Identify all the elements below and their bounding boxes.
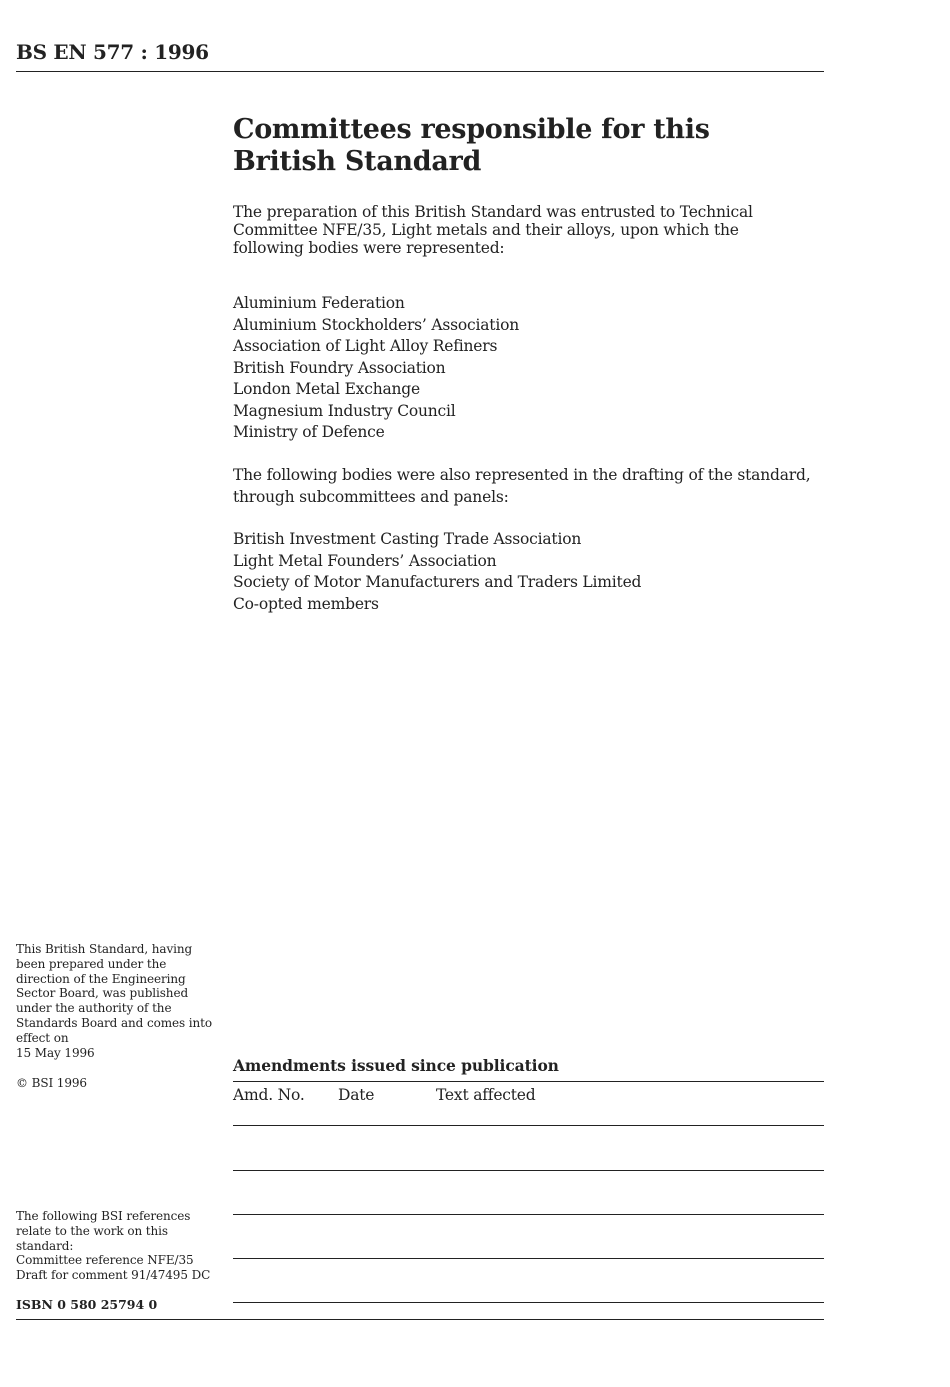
list-item: Aluminium Federation [233,294,405,312]
list-item: Co-opted members [233,594,379,613]
reference-line: Draft for comment 91/47495 DC [16,1268,211,1283]
document-code: BS EN 577 : 1996 [16,40,209,64]
amendments-title: Amendments issued since publication [233,1056,559,1075]
publication-date: 15 May 1996 [16,1045,95,1060]
list-item: Light Metal Founders’ Association [233,551,497,570]
amendment-row-rule [233,1214,824,1215]
column-header-date: Date [338,1086,375,1104]
represented-bodies-list [233,293,519,444]
publication-line: Standards Board and comes into [16,1015,212,1030]
list-item: Aluminium Stockholders’ Association [233,315,519,334]
reference-line: The following BSI references [16,1209,191,1223]
column-header-text-affected: Text affected [436,1086,536,1104]
intro-paragraph: The preparation of this British Standard was entrusted to Technical Committee NFE/35, Light metals and their alloys, upon which the following bodies were represented: [233,203,753,257]
list-item: Magnesium Industry Council [233,401,456,420]
title-line: Committees responsible for this [233,114,710,145]
reference-line: Committee reference NFE/35 [16,1253,194,1268]
subcommittee-bodies-list [233,529,641,615]
publication-line: direction of the Engineering [16,971,186,986]
amendment-row-rule [233,1125,824,1126]
publication-line: effect on [16,1030,69,1045]
header-rule [16,71,824,72]
publication-line: This British Standard, having [16,942,193,956]
amendment-row-rule [233,1258,824,1259]
page-title [233,114,793,178]
publication-line: been prepared under the [16,956,167,971]
list-item: Association of Light Alloy Refiners [233,337,498,355]
list-item: Ministry of Defence [233,423,385,441]
reference-line: relate to the work on this [16,1223,168,1238]
amendment-row-rule [233,1302,824,1303]
column-header-amd-no: Amd. No. [233,1086,305,1104]
publication-note [16,942,216,1060]
title-line: British Standard [233,146,482,177]
publication-line: Sector Board, was published [16,986,189,1001]
footer-rule [16,1319,824,1320]
list-item: London Metal Exchange [233,380,421,398]
list-item: British Foundry Association [233,358,446,377]
copyright-notice: © BSI 1996 [16,1076,87,1090]
list-item: British Investment Casting Trade Association [233,530,582,548]
isbn: ISBN 0 580 25794 0 [16,1297,158,1312]
amendment-row-rule [233,1170,824,1171]
amendments-table-rule [233,1081,824,1082]
publication-line: under the authority of the [16,1001,172,1016]
reference-line: standard: [16,1238,74,1253]
bsi-references [16,1209,216,1283]
also-represented-paragraph: The following bodies were also represented in the drafting of the standard, through subcommittees and panels: [233,466,811,506]
list-item: Society of Motor Manufacturers and Traders Limited [233,573,642,591]
